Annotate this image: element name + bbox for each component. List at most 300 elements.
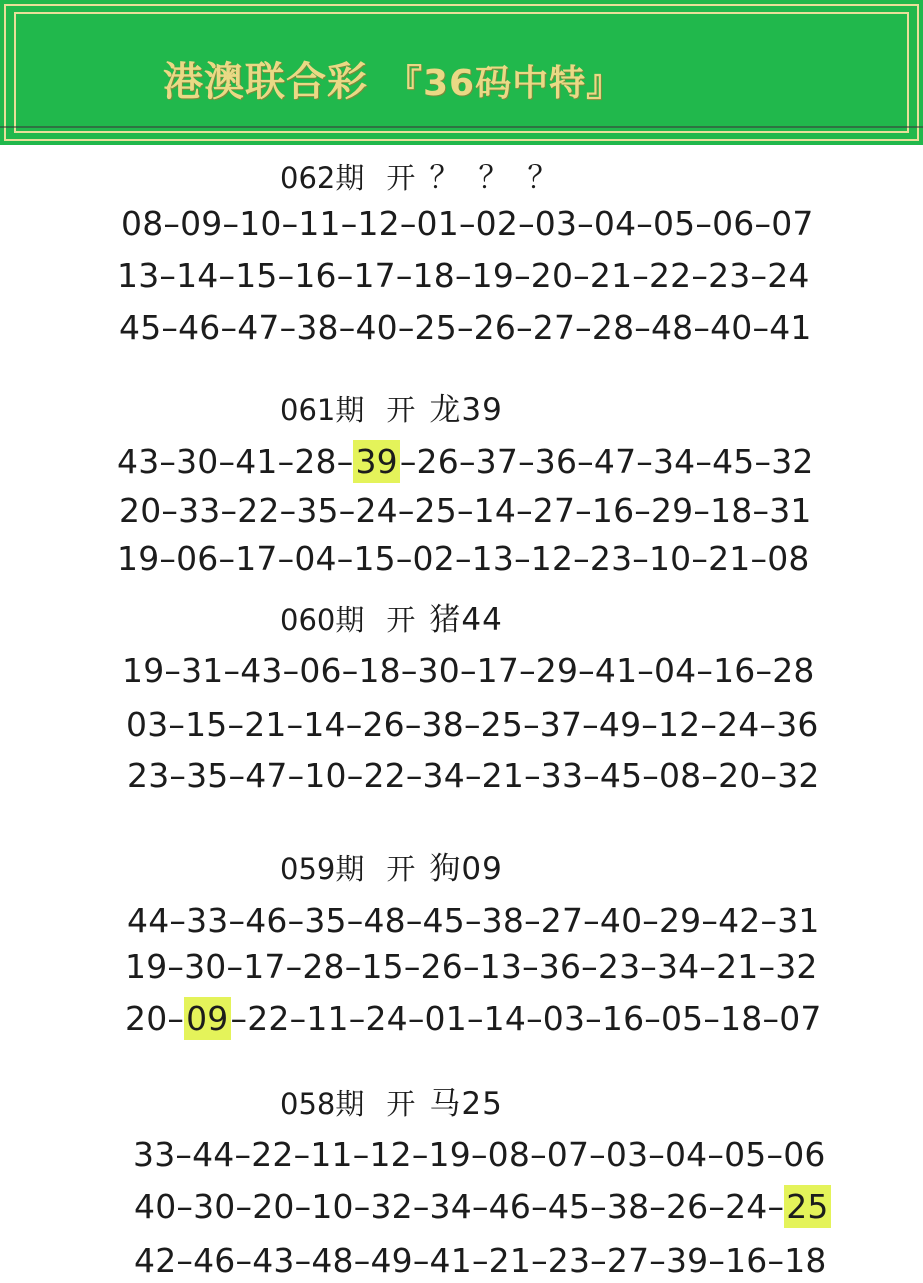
- number-separator: –: [524, 901, 541, 940]
- number-cell: 04: [294, 539, 337, 578]
- number-cell: 14: [176, 256, 219, 295]
- number-separator: –: [235, 1187, 253, 1226]
- issue-result: 马25: [429, 1086, 503, 1122]
- number-cell: 23: [597, 947, 641, 986]
- number-separator: –: [649, 1187, 666, 1226]
- number-separator: –: [338, 491, 356, 530]
- number-separator: –: [590, 1187, 607, 1226]
- number-separator: –: [235, 1241, 253, 1280]
- number-separator: –: [397, 308, 415, 347]
- number-separator: –: [226, 947, 244, 986]
- issue-period: 062期: [280, 161, 365, 195]
- number-separator: –: [456, 308, 474, 347]
- number-separator: –: [522, 947, 539, 986]
- number-separator: –: [750, 539, 768, 578]
- number-cell: 40: [710, 308, 753, 347]
- number-separator: –: [176, 1187, 194, 1226]
- number-cell: 12: [357, 204, 400, 243]
- number-separator: –: [336, 256, 354, 295]
- number-cell: 47: [245, 756, 288, 795]
- number-separator: –: [691, 256, 709, 295]
- number-separator: –: [454, 256, 472, 295]
- number-cell: 04: [664, 1135, 708, 1174]
- number-cell: 46: [245, 901, 288, 940]
- number-cell: 15: [353, 539, 396, 578]
- number-separator: –: [760, 901, 778, 940]
- number-cell: 46: [488, 1187, 532, 1226]
- number-separator: –: [582, 705, 599, 744]
- number-separator: –: [293, 1135, 311, 1174]
- number-separator: –: [632, 539, 649, 578]
- number-separator: –: [637, 651, 654, 690]
- number-cell: 37: [475, 442, 519, 481]
- number-cell: 18: [412, 256, 455, 295]
- number-separator: –: [577, 204, 594, 243]
- number-separator: –: [767, 1241, 785, 1280]
- number-separator: –: [341, 651, 359, 690]
- number-separator: –: [456, 491, 474, 530]
- issue-period: 061期: [280, 393, 365, 427]
- number-cell: 06: [299, 651, 342, 690]
- number-separator: –: [642, 756, 659, 795]
- number-separator: –: [708, 1241, 726, 1280]
- number-cell: 19: [125, 947, 168, 986]
- number-separator: –: [531, 1241, 548, 1280]
- number-separator: –: [470, 1135, 488, 1174]
- number-separator: –: [405, 756, 423, 795]
- number-cell: 46: [178, 308, 221, 347]
- winning-number: 25: [786, 1187, 829, 1226]
- number-separator: –: [700, 705, 718, 744]
- number-cell: 19: [122, 651, 165, 690]
- number-cell: 36: [534, 442, 578, 481]
- number-cell: 38: [296, 308, 339, 347]
- number-cell: 21: [481, 756, 525, 795]
- number-cell: 31: [769, 491, 812, 530]
- number-cell: 24: [725, 1187, 768, 1226]
- number-separator: –: [161, 308, 179, 347]
- number-separator: –: [754, 442, 772, 481]
- number-separator: –: [463, 705, 481, 744]
- number-cell: 45: [712, 442, 755, 481]
- number-cell: 13: [471, 539, 515, 578]
- number-cell: 04: [653, 651, 697, 690]
- number-cell: 16: [601, 999, 645, 1038]
- number-separator: –: [523, 705, 540, 744]
- number-row: [122, 649, 815, 693]
- number-cell: 20: [125, 999, 168, 1038]
- number-separator: –: [752, 491, 770, 530]
- number-separator: –: [766, 1135, 784, 1174]
- number-cell: 27: [532, 308, 576, 347]
- number-row: [121, 202, 814, 246]
- number-cell: 05: [724, 1135, 767, 1174]
- number-cell: 08: [658, 756, 702, 795]
- number-separator: –: [169, 756, 187, 795]
- number-separator: –: [589, 1135, 606, 1174]
- number-cell: 47: [237, 308, 280, 347]
- number-cell: 03: [542, 999, 586, 1038]
- number-cell: 38: [481, 901, 525, 940]
- number-cell: 24: [355, 491, 398, 530]
- number-cell: 23: [127, 756, 170, 795]
- number-cell: 32: [771, 442, 814, 481]
- number-cell: 08: [121, 204, 164, 243]
- number-cell: 32: [775, 947, 818, 986]
- number-separator: –: [707, 1135, 725, 1174]
- number-cell: 40: [599, 901, 643, 940]
- number-cell: 26: [416, 442, 459, 481]
- number-cell: 07: [771, 204, 814, 243]
- number-cell: 11: [310, 1135, 353, 1174]
- number-separator: –: [176, 1241, 194, 1280]
- number-cell: 44: [127, 901, 170, 940]
- number-cell: 42: [718, 901, 761, 940]
- number-cell: 30: [417, 651, 460, 690]
- number-cell: 41: [429, 1241, 472, 1280]
- number-cell: 32: [777, 756, 820, 795]
- number-cell: 26: [420, 947, 463, 986]
- number-cell: 26: [665, 1187, 709, 1226]
- number-separator: –: [220, 491, 238, 530]
- number-separator: –: [353, 1187, 371, 1226]
- number-separator: –: [519, 651, 536, 690]
- number-cell: 29: [535, 651, 579, 690]
- number-separator: –: [412, 1187, 430, 1226]
- number-separator: –: [336, 442, 354, 481]
- number-row: [117, 254, 810, 298]
- number-separator: –: [222, 204, 240, 243]
- number-cell: 29: [650, 491, 694, 530]
- number-cell: 28: [294, 442, 337, 481]
- number-separator: –: [518, 442, 535, 481]
- number-cell: 12: [530, 539, 574, 578]
- number-row: [117, 440, 814, 484]
- number-separator: –: [693, 491, 711, 530]
- number-cell: 03: [126, 705, 169, 744]
- number-separator: –: [708, 1187, 726, 1226]
- number-cell: 20: [252, 1187, 295, 1226]
- number-cell: 28: [591, 308, 635, 347]
- number-cell: 29: [658, 901, 702, 940]
- number-cell: 22: [648, 256, 692, 295]
- number-separator: –: [750, 256, 768, 295]
- number-cell: 10: [311, 1187, 354, 1226]
- number-cell: 20: [718, 756, 761, 795]
- number-separator: –: [159, 539, 177, 578]
- number-separator: –: [399, 442, 417, 481]
- number-separator: –: [279, 308, 297, 347]
- number-separator: –: [407, 999, 425, 1038]
- number-separator: –: [223, 651, 241, 690]
- number-cell: 36: [538, 947, 582, 986]
- number-separator: –: [514, 539, 531, 578]
- number-cell: 32: [370, 1187, 413, 1226]
- number-separator: –: [344, 947, 362, 986]
- number-cell: 44: [192, 1135, 235, 1174]
- issue-heading: [280, 849, 503, 889]
- number-separator: –: [294, 1241, 312, 1280]
- number-separator: –: [412, 1241, 430, 1280]
- number-cell: 41: [594, 651, 638, 690]
- number-cell: 06: [176, 539, 219, 578]
- number-separator: –: [218, 539, 236, 578]
- number-cell: 15: [235, 256, 278, 295]
- number-separator: –: [294, 1187, 312, 1226]
- issue-draw-label: 开: [386, 393, 416, 427]
- number-cell: 42: [134, 1241, 177, 1280]
- number-separator: –: [691, 539, 709, 578]
- number-separator: –: [634, 491, 651, 530]
- number-separator: –: [287, 901, 305, 940]
- number-separator: –: [336, 539, 354, 578]
- number-cell: 37: [539, 705, 583, 744]
- number-cell: 09: [180, 204, 223, 243]
- number-separator: –: [471, 1187, 489, 1226]
- number-cell: 18: [710, 491, 753, 530]
- number-separator: –: [220, 308, 238, 347]
- number-cell: 31: [777, 901, 820, 940]
- number-cell: 35: [186, 756, 229, 795]
- number-cell: 02: [475, 204, 519, 243]
- number-separator: –: [516, 491, 533, 530]
- number-cell: 45: [599, 756, 643, 795]
- number-separator: –: [405, 901, 423, 940]
- number-cell: 38: [421, 705, 464, 744]
- number-separator: –: [348, 999, 366, 1038]
- number-separator: –: [159, 256, 177, 295]
- number-cell: 33: [133, 1135, 176, 1174]
- number-cell: 45: [119, 308, 162, 347]
- number-separator: –: [287, 756, 305, 795]
- number-separator: –: [583, 901, 600, 940]
- number-cell: 08: [487, 1135, 531, 1174]
- number-cell: 28: [302, 947, 345, 986]
- number-separator: –: [695, 204, 713, 243]
- number-separator: –: [758, 947, 776, 986]
- number-cell: 34: [656, 947, 700, 986]
- number-row: [125, 945, 818, 989]
- number-cell: 22: [247, 999, 290, 1038]
- issue-draw-label: 开: [386, 1087, 416, 1121]
- number-separator: –: [218, 442, 236, 481]
- number-cell: 45: [422, 901, 465, 940]
- number-cell: 24: [365, 999, 408, 1038]
- number-cell: 19: [428, 1135, 471, 1174]
- number-row: [126, 703, 819, 747]
- number-cell: 12: [657, 705, 701, 744]
- number-separator: –: [161, 491, 179, 530]
- number-cell: 25: [480, 705, 524, 744]
- number-cell: 35: [304, 901, 347, 940]
- number-cell: 22: [237, 491, 280, 530]
- number-separator: –: [218, 256, 236, 295]
- banner-divider: [0, 126, 923, 128]
- number-separator: –: [459, 651, 477, 690]
- number-separator: –: [159, 442, 177, 481]
- number-cell: 21: [589, 256, 633, 295]
- number-cell: 11: [298, 204, 341, 243]
- number-separator: –: [169, 901, 187, 940]
- issue-result: 龙39: [429, 392, 503, 428]
- number-separator: –: [767, 1187, 785, 1226]
- number-cell: 43: [252, 1241, 295, 1280]
- number-cell: 10: [239, 204, 282, 243]
- number-separator: –: [464, 901, 482, 940]
- number-separator: –: [573, 256, 590, 295]
- number-cell: 14: [473, 491, 517, 530]
- number-separator: –: [462, 947, 480, 986]
- number-separator: –: [340, 204, 358, 243]
- number-cell: 27: [532, 491, 576, 530]
- number-separator: –: [167, 999, 185, 1038]
- number-cell: 19: [471, 256, 515, 295]
- number-separator: –: [458, 442, 476, 481]
- number-cell: 01: [416, 204, 459, 243]
- number-separator: –: [577, 442, 594, 481]
- number-row: [127, 899, 820, 943]
- number-separator: –: [458, 204, 476, 243]
- number-separator: –: [353, 1241, 371, 1280]
- number-separator: –: [168, 705, 186, 744]
- number-separator: –: [277, 442, 295, 481]
- number-separator: –: [454, 539, 472, 578]
- number-cell: 14: [303, 705, 346, 744]
- issue-draw-label: 开: [386, 852, 416, 886]
- number-cell: 48: [650, 308, 694, 347]
- number-cell: 16: [591, 491, 635, 530]
- number-cell: 17: [353, 256, 396, 295]
- number-cell: 19: [117, 539, 160, 578]
- number-cell: 03: [534, 204, 578, 243]
- issue-heading: [280, 1084, 503, 1124]
- number-separator: –: [578, 651, 595, 690]
- issue-period: 060期: [280, 603, 365, 637]
- number-separator: –: [649, 1241, 666, 1280]
- number-cell: 23: [589, 539, 633, 578]
- number-separator: –: [760, 756, 778, 795]
- number-cell: 31: [181, 651, 224, 690]
- number-cell: 13: [117, 256, 160, 295]
- number-cell: 25: [414, 308, 457, 347]
- number-cell: 16: [725, 1241, 768, 1280]
- number-cell: 46: [193, 1241, 236, 1280]
- number-separator: –: [404, 705, 422, 744]
- number-cell: 01: [424, 999, 467, 1038]
- winning-number: 09: [186, 999, 229, 1038]
- issue-result: 猪44: [429, 602, 503, 638]
- number-cell: 35: [296, 491, 339, 530]
- number-cell: 21: [708, 539, 751, 578]
- number-cell: 43: [240, 651, 283, 690]
- issue-period: 059期: [280, 852, 365, 886]
- number-separator: –: [227, 705, 245, 744]
- number-cell: 30: [184, 947, 227, 986]
- number-separator: –: [701, 756, 719, 795]
- number-separator: –: [696, 651, 714, 690]
- banner-header: [0, 0, 923, 145]
- number-cell: 15: [185, 705, 228, 744]
- number-cell: 17: [235, 539, 278, 578]
- number-separator: –: [695, 442, 713, 481]
- number-separator: –: [759, 705, 777, 744]
- number-separator: –: [518, 204, 535, 243]
- number-separator: –: [642, 901, 659, 940]
- number-separator: –: [285, 947, 303, 986]
- number-cell: 20: [530, 256, 574, 295]
- number-cell: 23: [708, 256, 751, 295]
- number-cell: 17: [243, 947, 286, 986]
- number-separator: –: [585, 999, 602, 1038]
- number-cell: 16: [713, 651, 756, 690]
- number-separator: –: [279, 491, 297, 530]
- number-separator: –: [762, 999, 780, 1038]
- number-separator: –: [755, 651, 773, 690]
- number-separator: –: [228, 756, 246, 795]
- number-cell: 49: [370, 1241, 413, 1280]
- number-separator: –: [575, 491, 592, 530]
- number-separator: –: [581, 947, 598, 986]
- number-separator: –: [644, 999, 661, 1038]
- number-cell: 49: [598, 705, 642, 744]
- number-cell: 17: [476, 651, 520, 690]
- number-row: [134, 1239, 827, 1283]
- number-separator: –: [399, 204, 417, 243]
- number-cell: 34: [652, 442, 696, 481]
- number-separator: –: [289, 999, 307, 1038]
- number-cell: 02: [412, 539, 455, 578]
- number-row: [127, 754, 820, 798]
- number-separator: –: [634, 308, 651, 347]
- issue-result: 狗09: [429, 851, 503, 887]
- number-separator: –: [281, 204, 299, 243]
- number-separator: –: [752, 308, 770, 347]
- banner-title: [163, 55, 623, 109]
- number-separator: –: [395, 539, 413, 578]
- number-cell: 25: [414, 491, 457, 530]
- number-separator: –: [703, 999, 721, 1038]
- number-separator: –: [286, 705, 304, 744]
- number-cell: 45: [547, 1187, 591, 1226]
- number-cell: 28: [772, 651, 815, 690]
- number-cell: 18: [784, 1241, 827, 1280]
- number-cell: 13: [479, 947, 523, 986]
- number-cell: 48: [363, 901, 406, 940]
- number-separator: –: [583, 756, 600, 795]
- number-cell: 07: [779, 999, 822, 1038]
- number-cell: 41: [769, 308, 812, 347]
- number-separator: –: [590, 1241, 607, 1280]
- number-separator: –: [575, 308, 592, 347]
- number-cell: 03: [605, 1135, 649, 1174]
- number-separator: –: [346, 901, 364, 940]
- number-cell: 23: [547, 1241, 591, 1280]
- number-cell: 20: [119, 491, 162, 530]
- number-cell: 27: [540, 901, 584, 940]
- number-separator: –: [464, 756, 482, 795]
- number-cell: 07: [546, 1135, 590, 1174]
- number-separator: –: [345, 705, 363, 744]
- number-cell: 30: [193, 1187, 236, 1226]
- number-cell: 40: [355, 308, 398, 347]
- number-separator: –: [641, 705, 658, 744]
- number-separator: –: [167, 947, 185, 986]
- number-separator: –: [636, 204, 653, 243]
- number-cell: 21: [716, 947, 759, 986]
- number-cell: 40: [134, 1187, 177, 1226]
- number-cell: 33: [540, 756, 584, 795]
- number-separator: –: [636, 442, 653, 481]
